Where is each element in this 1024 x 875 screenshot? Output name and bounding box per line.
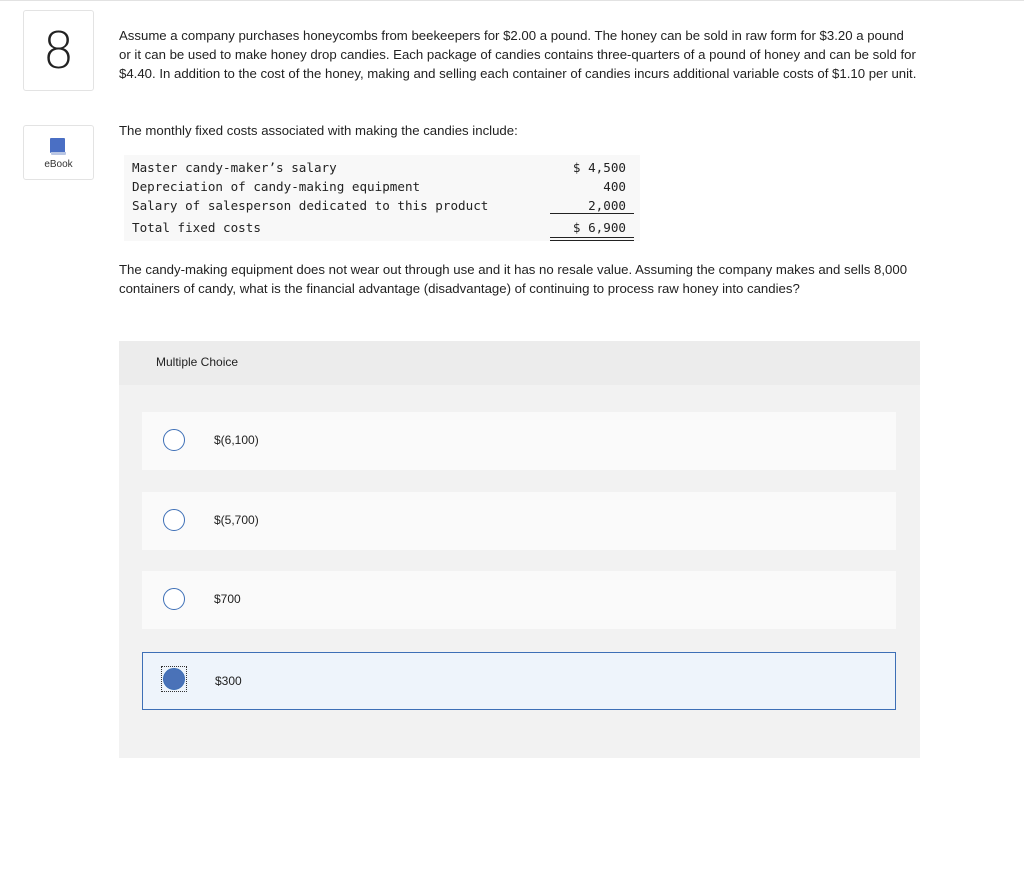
cost-amount: $ 4,500 xyxy=(572,160,626,175)
cost-label: Master candy-maker’s salary xyxy=(132,160,337,175)
fixed-costs-table xyxy=(124,155,640,241)
question-intro: Assume a company purchases honeycombs from beekeepers for $2.00 a pound. The honey can be sold in raw form for $3.20 a pound or it can be used to make honey drop candies. Each package of candies contains three-quarters of a pound of honey and can be sold for $4.40. In addition to the cost of the honey, making and selling each container of candies incurs additional variable costs of $1.10 per unit. xyxy=(119,28,917,81)
question-prompt: The candy-making equipment does not wear out through use and it has no resale value. Assuming the company makes and sells 8,000 containers of candy, what is the financial advantage (disadvantage) of continuing to process raw honey into candies? xyxy=(119,262,908,296)
subtotal-rule xyxy=(550,213,634,214)
choice-label: $(5,700) xyxy=(214,513,259,527)
choice-label: $300 xyxy=(215,674,242,688)
book-icon xyxy=(50,138,67,156)
choice-option[interactable] xyxy=(142,571,896,629)
choice-label: $700 xyxy=(214,592,241,606)
cost-amount: 400 xyxy=(603,179,626,194)
total-row xyxy=(124,218,640,238)
radio-button[interactable] xyxy=(163,429,185,451)
multiple-choice-header xyxy=(119,341,920,385)
radio-button[interactable] xyxy=(163,509,185,531)
cost-row xyxy=(124,158,640,178)
question-text xyxy=(119,26,919,83)
question-number: 8 xyxy=(42,21,75,80)
choice-option[interactable] xyxy=(142,412,896,470)
cost-label: Depreciation of candy-making equipment xyxy=(132,179,421,194)
cost-label: Salary of salesperson dedicated to this product xyxy=(132,198,489,213)
ebook-label: eBook xyxy=(44,159,73,170)
radio-button-selected[interactable] xyxy=(163,668,185,690)
total-double-rule xyxy=(550,237,634,241)
choice-label: $(6,100) xyxy=(214,433,259,447)
radio-button[interactable] xyxy=(163,588,185,610)
choice-option[interactable] xyxy=(142,492,896,550)
multiple-choice-title: Multiple Choice xyxy=(156,355,239,369)
ebook-button[interactable] xyxy=(23,125,94,180)
total-label: Total fixed costs xyxy=(132,220,261,235)
multiple-choice-panel xyxy=(119,341,920,758)
top-divider xyxy=(0,0,1024,1)
cost-amount: 2,000 xyxy=(588,198,626,213)
choice-option-selected[interactable] xyxy=(142,652,896,710)
cost-row xyxy=(124,177,640,197)
total-amount: $ 6,900 xyxy=(572,220,626,235)
question-number-box xyxy=(23,10,94,91)
fixed-costs-intro: The monthly fixed costs associated with making the candies include: xyxy=(119,123,518,138)
